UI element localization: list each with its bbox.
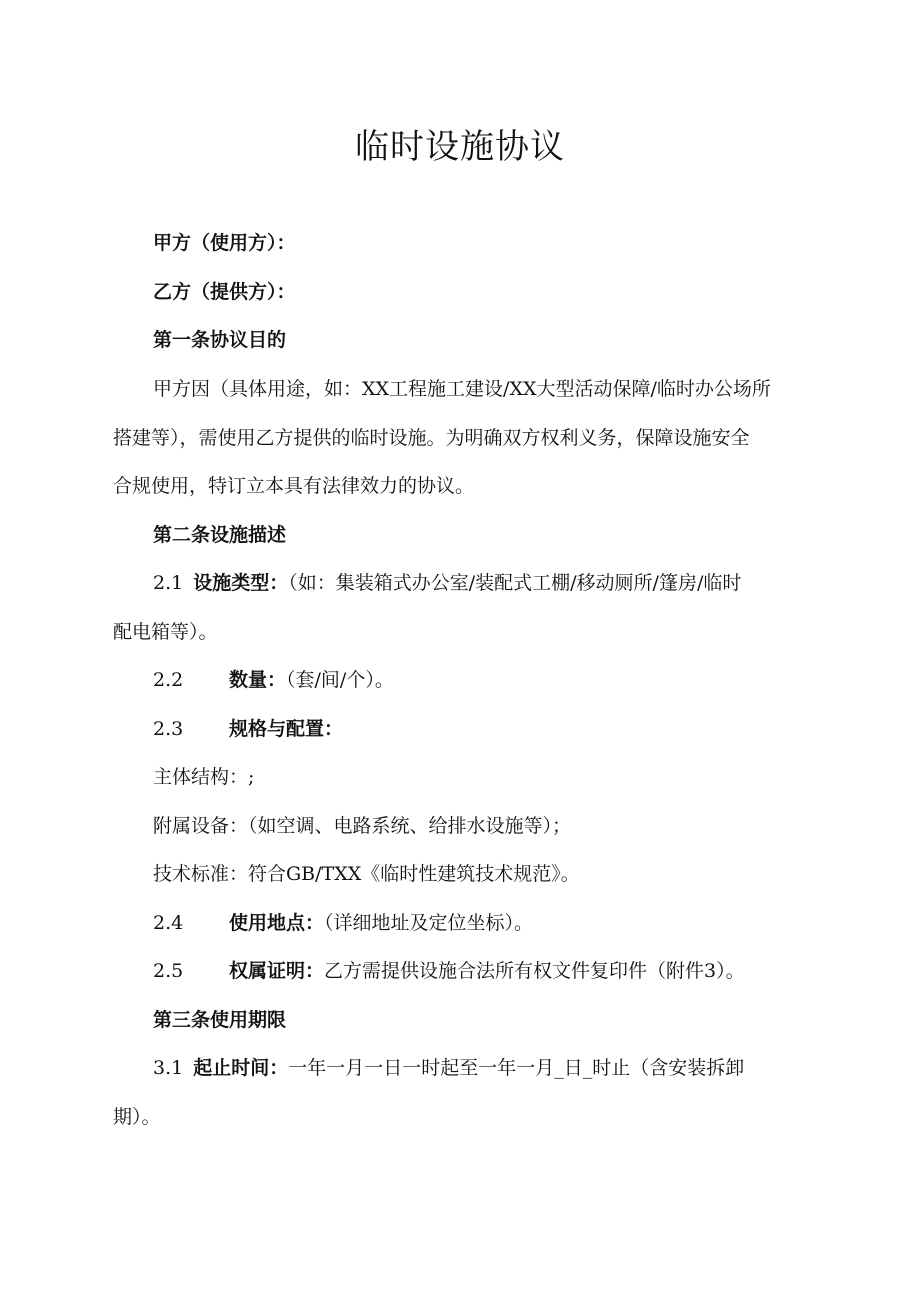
item-2-4 — [153, 908, 533, 938]
item-2-4-text: （详细地址及定位坐标）。 — [324, 912, 534, 934]
party-b-line: 乙方（提供方）： — [153, 281, 296, 303]
item-2-5 — [153, 956, 745, 986]
item-2-3-number: 2.3 — [153, 718, 184, 740]
tech-standard-line: 技术标准：符合GB/TXX《临时性建筑技术规范》。 — [153, 863, 580, 885]
item-2-3 — [153, 714, 343, 744]
item-2-1-number: 2.1 — [153, 572, 184, 594]
item-2-5-label: 权属证明： — [229, 960, 325, 982]
party-a-line: 甲方（使用方）： — [153, 232, 296, 254]
article1-paragraph-line3: 合规使用，特订立本具有法律效力的协议。 — [113, 475, 475, 497]
article1-heading: 第一条协议目的 — [153, 329, 287, 351]
article1-paragraph-line2: 搭建等），需使用乙方提供的临时设施。为明确双方权利义务，保障设施安全 — [113, 427, 750, 449]
item-2-4-label: 使用地点： — [229, 912, 325, 934]
item-3-1-label: 起止时间： — [193, 1057, 289, 1079]
article1-paragraph-line1: 甲方因（具体用途，如：XX工程施工建设/XX大型活动保障/临时办公场所 — [153, 378, 771, 400]
item-3-1-number: 3.1 — [153, 1057, 184, 1079]
item-2-5-number: 2.5 — [153, 960, 184, 982]
item-3-1-text: 一年一月一日一时起至一年一月_日_时止（含安装拆卸 — [288, 1057, 745, 1079]
article2-heading: 第二条设施描述 — [153, 524, 287, 546]
item-2-1-continued: 配电箱等）。 — [113, 621, 218, 643]
main-structure-line: 主体结构：; — [153, 766, 255, 788]
item-2-2 — [153, 665, 394, 695]
item-2-1-label: 设施类型： — [193, 572, 289, 594]
accessories-line: 附属设备：（如空调、电路系统、给排水设施等）； — [153, 815, 572, 837]
item-2-4-number: 2.4 — [153, 912, 184, 934]
item-3-1-continued: 期）。 — [113, 1106, 161, 1128]
item-2-2-number: 2.2 — [153, 669, 184, 691]
item-2-1 — [153, 568, 741, 598]
item-2-2-text: （套/间/个）。 — [286, 669, 394, 691]
item-2-1-text: （如：集装箱式办公室/装配式工棚/移动厕所/篷房/临时 — [288, 572, 742, 594]
item-2-5-text: 乙方需提供设施合法所有权文件复印件（附件3）。 — [324, 960, 745, 982]
item-2-2-label: 数量： — [229, 669, 287, 691]
item-3-1 — [153, 1053, 744, 1083]
document-title: 临时设施协议 — [355, 127, 565, 167]
article3-heading: 第三条使用期限 — [153, 1009, 287, 1031]
item-2-3-label: 规格与配置： — [229, 718, 344, 740]
